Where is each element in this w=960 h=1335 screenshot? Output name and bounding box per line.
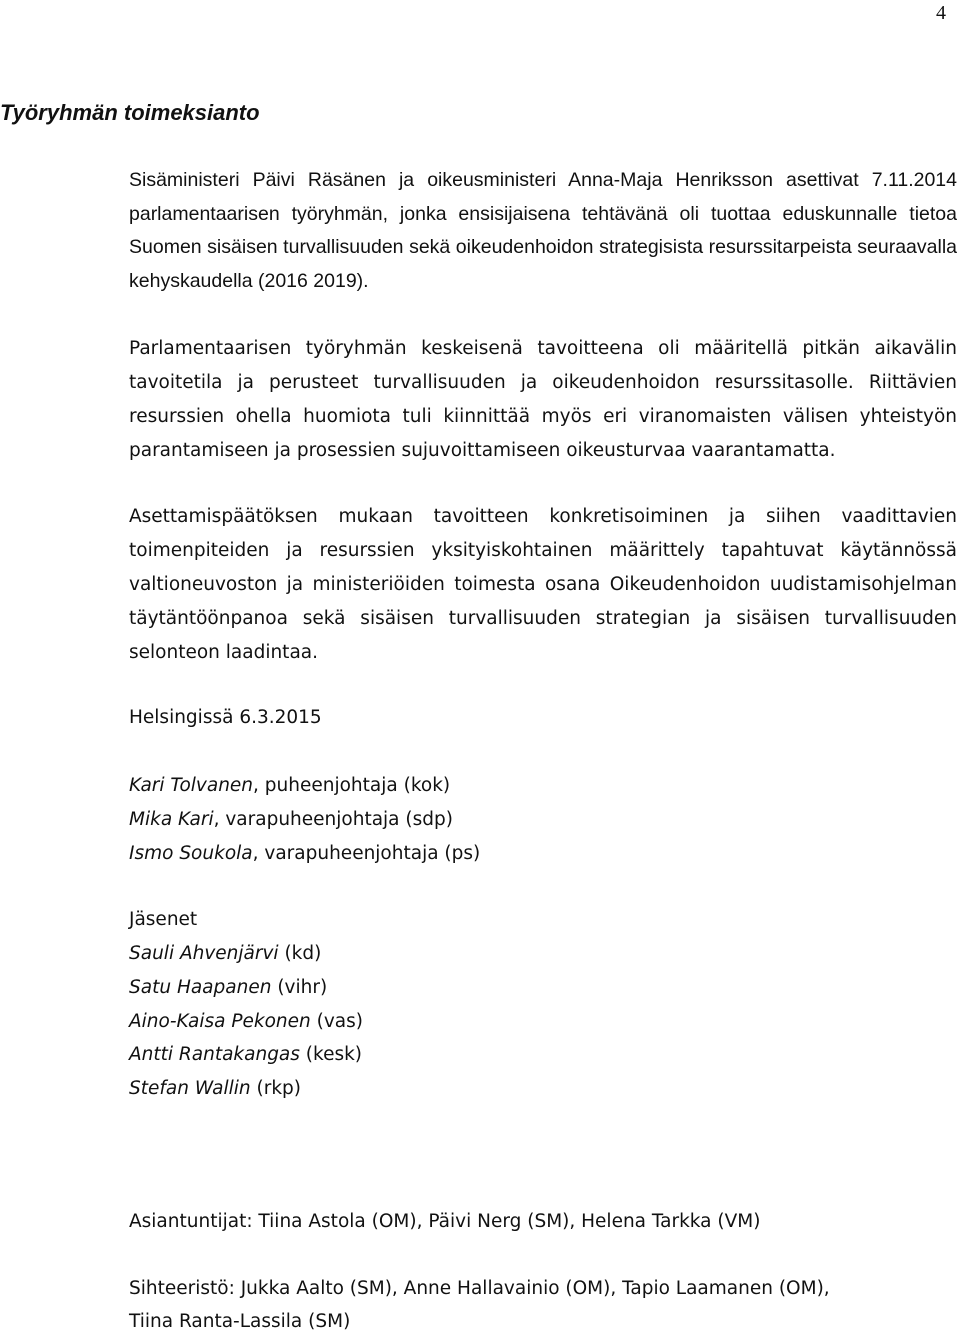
member-item bbox=[129, 976, 327, 1000]
member-item bbox=[129, 1010, 363, 1034]
place-date: Helsingissä 6.3.2015 bbox=[129, 707, 322, 728]
member-party: (kesk) bbox=[299, 1044, 363, 1065]
member-party: (kd) bbox=[278, 943, 322, 964]
leader-vice-chair-2-role: , varapuheenjohtaja (ps) bbox=[252, 843, 481, 864]
leader-vice-chair-2 bbox=[129, 842, 480, 866]
paragraph-implementation: Asettamispäätöksen mukaan tavoitteen konkretisoiminen ja siihen vaadittavien toimenpiteiden ja resurssien yksityiskohtainen määrittely tapahtuvat käytännössä valtioneuvoston ja ministeriöiden toimesta osana Oikeudenhoidon uudistamisohjelman täytäntöönpanoa sekä sisäisen turvallisuuden strategian ja sisäisen turvallisuuden selonteon laadintaa. bbox=[129, 506, 957, 663]
leader-chair bbox=[129, 774, 450, 798]
leader-vice-chair-1-name: Mika Kari bbox=[129, 809, 214, 830]
member-party: (vihr) bbox=[271, 977, 328, 998]
member-party: (vas) bbox=[310, 1011, 363, 1032]
leader-vice-chair-1-role: , varapuheenjohtaja (sdp) bbox=[213, 809, 453, 830]
paragraph-assignment: Sisäministeri Päivi Räsänen ja oikeusministeri Anna-Maja Henriksson asettivat 7.11.2014 parlamentaarisen työryhmän, jonka ensisijaisena tehtävänä oli tuottaa eduskunnalle tietoa Suomen sisäisen turvallisuuden sekä oikeudenhoidon strategisista resurssitarpeista seuraavalla kehyskaudella (2016 2019). bbox=[129, 169, 957, 292]
members-heading: Jäsenet bbox=[129, 909, 198, 930]
secretariat-line-2: Tiina Ranta-Lassila (SM) bbox=[129, 1311, 351, 1332]
member-name: Sauli Ahvenjärvi bbox=[129, 943, 279, 964]
member-item bbox=[129, 942, 321, 966]
leader-chair-role: , puheenjohtaja (kok) bbox=[253, 775, 451, 796]
leader-chair-name: Kari Tolvanen bbox=[129, 775, 254, 796]
secretariat-line-1: Sihteeristö: Jukka Aalto (SM), Anne Hallavainio (OM), Tapio Laamanen (OM), bbox=[129, 1278, 830, 1299]
experts-line: Asiantuntijat: Tiina Astola (OM), Päivi Nerg (SM), Helena Tarkka (VM) bbox=[129, 1211, 761, 1232]
paragraph-goal: Parlamentaarisen työryhmän keskeisenä tavoitteena oli määritellä pitkän aikavälin tavoitetila ja perusteet turvallisuuden ja oikeudenhoidon resurssitasolle. Riittävien resurssien ohella huomiota tuli kiinnittää myös eri viranomaisten välisen yhteistyön parantamiseen ja prosessien sujuvoittamiseen oikeusturvaa vaarantamatta. bbox=[129, 338, 957, 461]
page-number: 4 bbox=[936, 2, 946, 24]
member-name: Antti Rantakangas bbox=[129, 1044, 300, 1065]
member-name: Stefan Wallin bbox=[129, 1078, 251, 1099]
member-item bbox=[129, 1077, 301, 1101]
member-name: Aino-Kaisa Pekonen bbox=[129, 1011, 311, 1032]
member-party: (rkp) bbox=[250, 1078, 301, 1099]
section-heading: Työryhmän toimeksianto bbox=[0, 100, 260, 125]
leader-vice-chair-1 bbox=[129, 808, 453, 832]
member-name: Satu Haapanen bbox=[129, 977, 272, 998]
member-item bbox=[129, 1043, 362, 1067]
leader-vice-chair-2-name: Ismo Soukola bbox=[129, 843, 253, 864]
